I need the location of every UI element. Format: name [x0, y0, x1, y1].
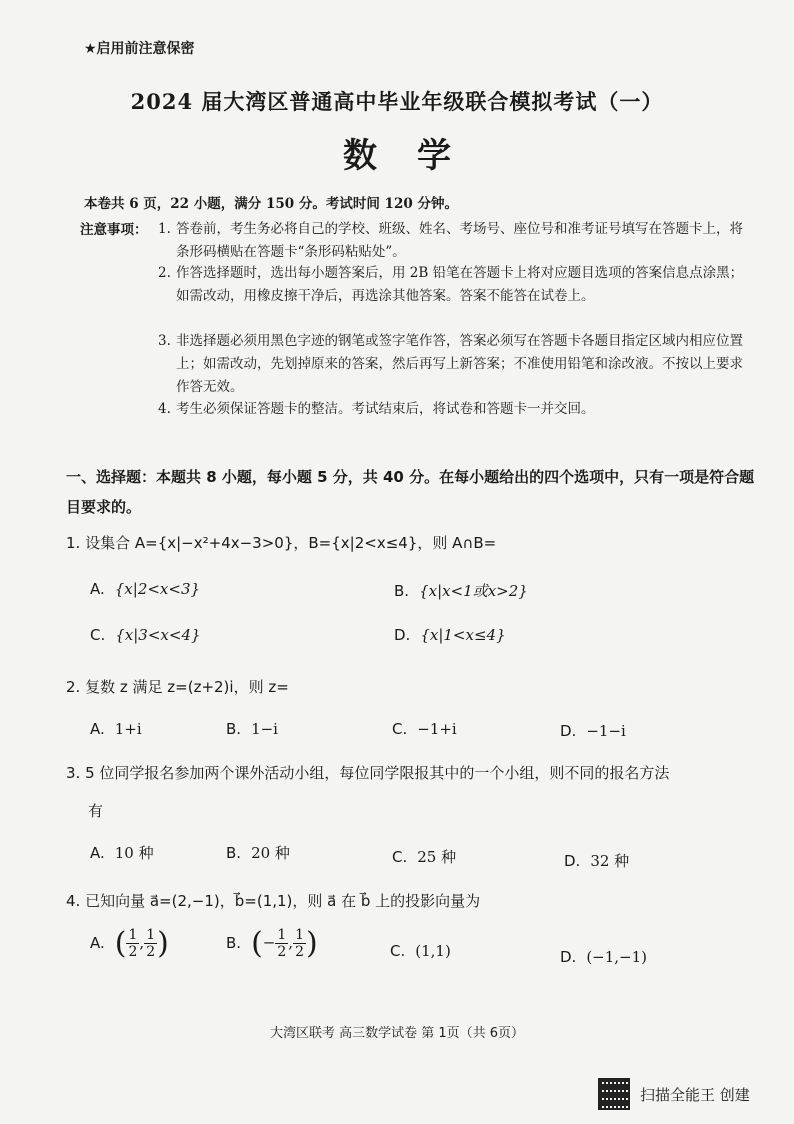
option-label: D.: [394, 626, 411, 644]
fraction: [144, 927, 157, 960]
option-value: {x|2<x<3}: [114, 580, 201, 598]
question-number: 4.: [66, 892, 81, 910]
subject-title: 数学: [343, 136, 491, 176]
option-label: D.: [560, 722, 577, 740]
option-a: [90, 580, 200, 598]
denominator: 2: [277, 944, 287, 960]
option-b: [226, 720, 278, 738]
option-a: [90, 720, 142, 738]
page-footer: 大湾区联考 高三数学试卷 第 1页（共 6页）: [269, 1026, 525, 1041]
option-label: B.: [226, 720, 242, 738]
option-value: 20 种: [251, 844, 290, 862]
note-item: [158, 218, 751, 264]
option-value: 1+i: [114, 720, 142, 738]
option-d: [560, 948, 647, 966]
section-heading: 一、选择题：本题共 8 小题，每小题 5 分，共 40 分。在每小题给出的四个选项中，只有一项是符合题目要求的。: [66, 468, 755, 516]
right-paren: ): [157, 926, 169, 961]
option-value: 10 种: [114, 844, 154, 862]
option-c: [390, 942, 451, 960]
question-1: [66, 532, 496, 553]
minus-sign: −: [262, 933, 276, 952]
question-4: [66, 890, 480, 911]
option-d: [560, 722, 626, 740]
option-label: C.: [90, 626, 106, 644]
option-value: {x|1<x≤4}: [420, 626, 506, 644]
option-value: −1+i: [417, 720, 457, 738]
option-value: (1,1): [415, 942, 451, 960]
option-label: A.: [90, 720, 105, 738]
note-item: [158, 398, 751, 421]
note-text: 考生必须保证答题卡的整洁。考试结束后，将试卷和答题卡一并交回。: [176, 401, 595, 417]
option-c: [392, 846, 456, 867]
option-d: [564, 850, 629, 871]
numerator: 1: [295, 927, 304, 943]
note-number: 3.: [158, 333, 171, 349]
numerator: 1: [277, 927, 287, 943]
question-3-continued: 有: [88, 802, 104, 820]
option-label: A.: [90, 844, 105, 862]
numerator: 1: [146, 927, 156, 943]
left-paren: (: [114, 926, 127, 961]
question-number: 1.: [66, 534, 81, 552]
question-text: 5 位同学报名参加两个课外活动小组，每位同学限报其中的一个小组，则不同的报名方法: [85, 764, 670, 782]
option-value: 25 种: [417, 848, 457, 866]
fraction: [293, 927, 306, 960]
option-label: A.: [90, 933, 105, 952]
option-value: {x|3<x<4}: [115, 626, 201, 644]
option-b: [226, 842, 290, 863]
option-value: {x|x<1或x>2}: [419, 582, 528, 600]
fraction: [126, 927, 139, 960]
option-a: A. ( $\frac{1}{2}$ , $\frac{1}{2}$ ): [90, 926, 169, 961]
confidential-notice: ★启用前注意保密: [84, 41, 195, 57]
denominator: 2: [128, 944, 138, 960]
notes-label: 注意事项：: [80, 222, 148, 238]
question-3: [66, 762, 669, 783]
question-text: 复数 z 满足 z=(z+2)i，则 z=: [85, 678, 289, 696]
option-label: C.: [392, 848, 408, 866]
option-a: [90, 842, 154, 863]
option-label: C.: [392, 720, 408, 738]
option-label: B.: [226, 844, 242, 862]
numerator: 1: [128, 927, 138, 943]
option-label: D.: [560, 948, 577, 966]
option-d: [394, 626, 506, 644]
option-c: [90, 626, 201, 644]
denominator: 2: [146, 944, 156, 960]
option-label: B.: [394, 582, 410, 600]
question-text: 设集合 A={x|−x²+4x−3>0}，B={x|2<x≤4}，则 A∩B=: [85, 534, 497, 552]
option-c: [392, 720, 457, 738]
exam-info: 本卷共 6 页，22 小题，满分 150 分。考试时间 120 分钟。: [84, 196, 458, 212]
question-number: 3.: [66, 764, 81, 782]
option-value: 1−i: [251, 720, 278, 738]
fraction: [275, 927, 288, 960]
note-text: 答卷前，考生务必将自己的学校、班级、姓名、考场号、座位号和准考证号填写在答题卡上，将条形码横贴在答题卡“条形码粘贴处”。: [176, 221, 743, 260]
exam-title: 2024 届大湾区普通高中毕业年级联合模拟考试（一）: [130, 89, 664, 114]
note-item: [158, 330, 751, 399]
option-b: B. (− $\frac{1}{2}$ , $\frac{1}{2}$ ): [226, 926, 318, 961]
note-item: [158, 262, 751, 308]
denominator: 2: [295, 944, 304, 960]
note-text: 非选择题必须用黑色字迹的钢笔或签字笔作答，答案必须写在答题卡各题目指定区域内相应位置上；如需改动，先划掉原来的答案，然后再写上新答案；不准使用铅笔和涂改液。不按以上要求作答无效。: [176, 333, 743, 395]
option-label: B.: [226, 933, 242, 952]
qr-code-icon: [598, 1078, 630, 1110]
option-value: (−1,−1): [586, 948, 648, 966]
note-number: 1.: [158, 221, 171, 237]
question-text: 已知向量 a⃗=(2,−1)，b⃗=(1,1)，则 a⃗ 在 b⃗ 上的投影向量为: [85, 892, 481, 910]
note-number: 4.: [158, 401, 171, 417]
option-label: D.: [564, 852, 581, 870]
question-number: 2.: [66, 678, 81, 696]
option-value: 32 种: [590, 852, 630, 870]
right-paren: ): [305, 926, 318, 961]
option-value: −1−i: [586, 722, 626, 740]
question-2: [66, 676, 289, 697]
option-label: C.: [390, 942, 406, 960]
scanner-watermark: 扫描全能王 创建: [640, 1086, 750, 1104]
note-text: 作答选择题时，选出每小题答案后，用 2B 铅笔在答题卡上将对应题目选项的答案信息点涂黑；如需改动，用橡皮擦干净后，再选涂其他答案。答案不能答在试卷上。: [176, 265, 744, 304]
note-number: 2.: [158, 265, 171, 281]
left-paren: (: [251, 926, 263, 961]
option-b: [394, 580, 528, 601]
option-label: A.: [90, 580, 105, 598]
